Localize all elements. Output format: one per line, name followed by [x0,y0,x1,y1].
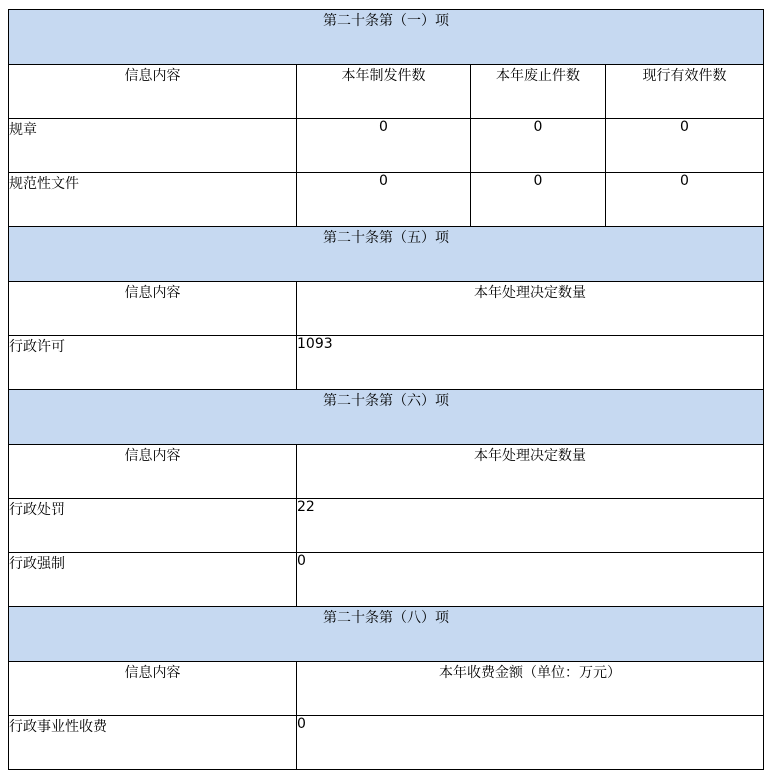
cell-value: 1093 [297,336,764,390]
cell-value: 0 [297,173,471,227]
cell-value: 22 [297,499,764,553]
column-header-info-content: 信息内容 [9,662,297,716]
cell-value: 0 [297,716,764,770]
section-title: 第二十条第（一）项 [9,10,764,65]
table-row [9,553,764,607]
column-header-decision-count: 本年处理决定数量 [297,282,764,336]
table-row [9,336,764,390]
row-label: 规章 [9,119,297,173]
column-header-info-content: 信息内容 [9,65,297,119]
disclosure-table [8,9,764,770]
table-row [9,119,764,173]
section-title: 第二十条第（八）项 [9,607,764,662]
cell-value: 0 [471,173,606,227]
column-header-fee-amount: 本年收费金额（单位：万元） [297,662,764,716]
row-label: 行政许可 [9,336,297,390]
row-label: 规范性文件 [9,173,297,227]
cell-value: 0 [297,119,471,173]
row-label: 行政事业性收费 [9,716,297,770]
column-header-info-content: 信息内容 [9,445,297,499]
column-header-issued-count: 本年制发件数 [297,65,471,119]
cell-value: 0 [606,173,764,227]
section-title: 第二十条第（六）项 [9,390,764,445]
section-title: 第二十条第（五）项 [9,227,764,282]
column-header-info-content: 信息内容 [9,282,297,336]
cell-value: 0 [471,119,606,173]
row-label: 行政强制 [9,553,297,607]
column-header-decision-count: 本年处理决定数量 [297,445,764,499]
table-row [9,499,764,553]
column-header-repealed-count: 本年废止件数 [471,65,606,119]
table-row [9,716,764,770]
cell-value: 0 [297,553,764,607]
cell-value: 0 [606,119,764,173]
column-header-valid-count: 现行有效件数 [606,65,764,119]
row-label: 行政处罚 [9,499,297,553]
table-row [9,173,764,227]
